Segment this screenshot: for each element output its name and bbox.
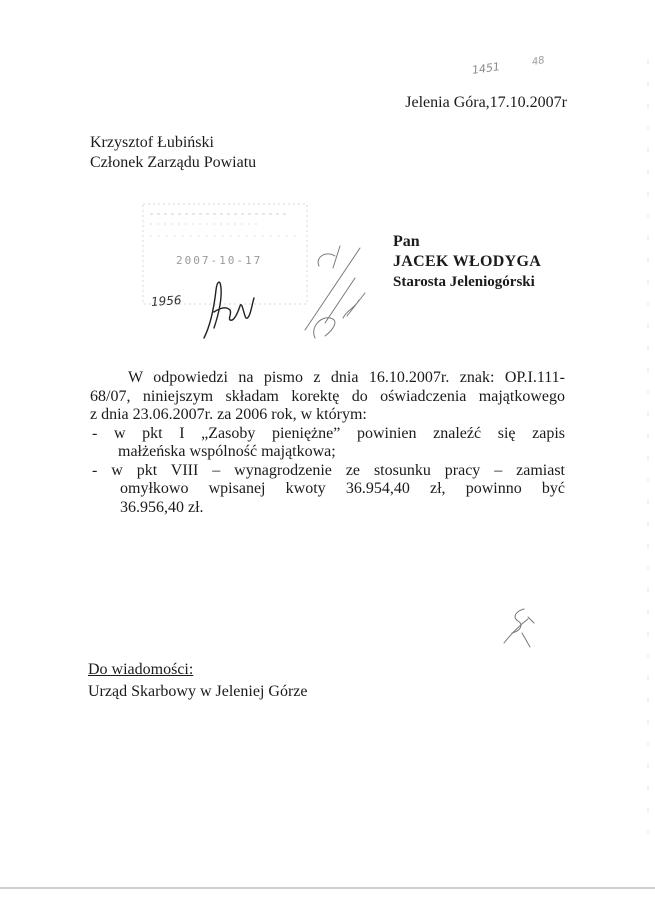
- body-line: 68/07, niniejszym składam korektę do oświadczenia majątkowego: [90, 387, 565, 405]
- cc-title: Do wiadomości:: [88, 661, 194, 678]
- body-line: z dnia 23.06.2007r. za 2006 rok, w którym:: [90, 406, 367, 423]
- scan-edge-bottom: [0, 887, 655, 889]
- sender-title: Członek Zarządu Powiatu: [90, 154, 257, 171]
- list-item: - w pkt VIII – wynagrodzenie ze stosunku pracy – zamiast: [92, 461, 565, 479]
- recipient-block: [393, 232, 541, 292]
- signature-icon: [196, 268, 266, 348]
- sender-name: Krzysztof Łubiński: [90, 134, 214, 151]
- paraph-icon: [494, 603, 542, 653]
- stamp-number: 1956: [150, 292, 182, 310]
- registration-mark: 48: [531, 54, 546, 69]
- list-item-continuation: małżeńska wspólność majątkowa;: [118, 443, 336, 460]
- stamp-date: 2007-10-17: [176, 254, 263, 267]
- body-line: W odpowiedzi na pismo z dnia 16.10.2007r. znak: OP.I.111-: [128, 369, 565, 386]
- scan-edge-right: [640, 0, 655, 900]
- registration-number: 1451: [471, 60, 501, 77]
- list-item: - w pkt I „Zasoby pieniężne” powinien znaleźć się zapis: [92, 424, 565, 442]
- cc-block: [88, 660, 307, 702]
- recipient-name: JACEK WŁODYGA: [393, 253, 542, 270]
- letter-body: [90, 368, 565, 516]
- cc-recipient: Urząd Skarbowy w Jeleniej Górze: [88, 683, 308, 700]
- place-and-date: Jelenia Góra,17.10.2007r: [405, 94, 567, 111]
- list-item-continuation: omyłkowo wpisanej kwoty 36.954,40 zł, powinno być: [120, 480, 565, 497]
- list-item-continuation: 36.956,40 zł.: [120, 498, 204, 516]
- recipient-title: Starosta Jeleniogórski: [393, 274, 535, 290]
- sender-block: [90, 133, 256, 173]
- recipient-salutation: Pan: [393, 233, 420, 250]
- margin-annotation-icon: [285, 238, 395, 353]
